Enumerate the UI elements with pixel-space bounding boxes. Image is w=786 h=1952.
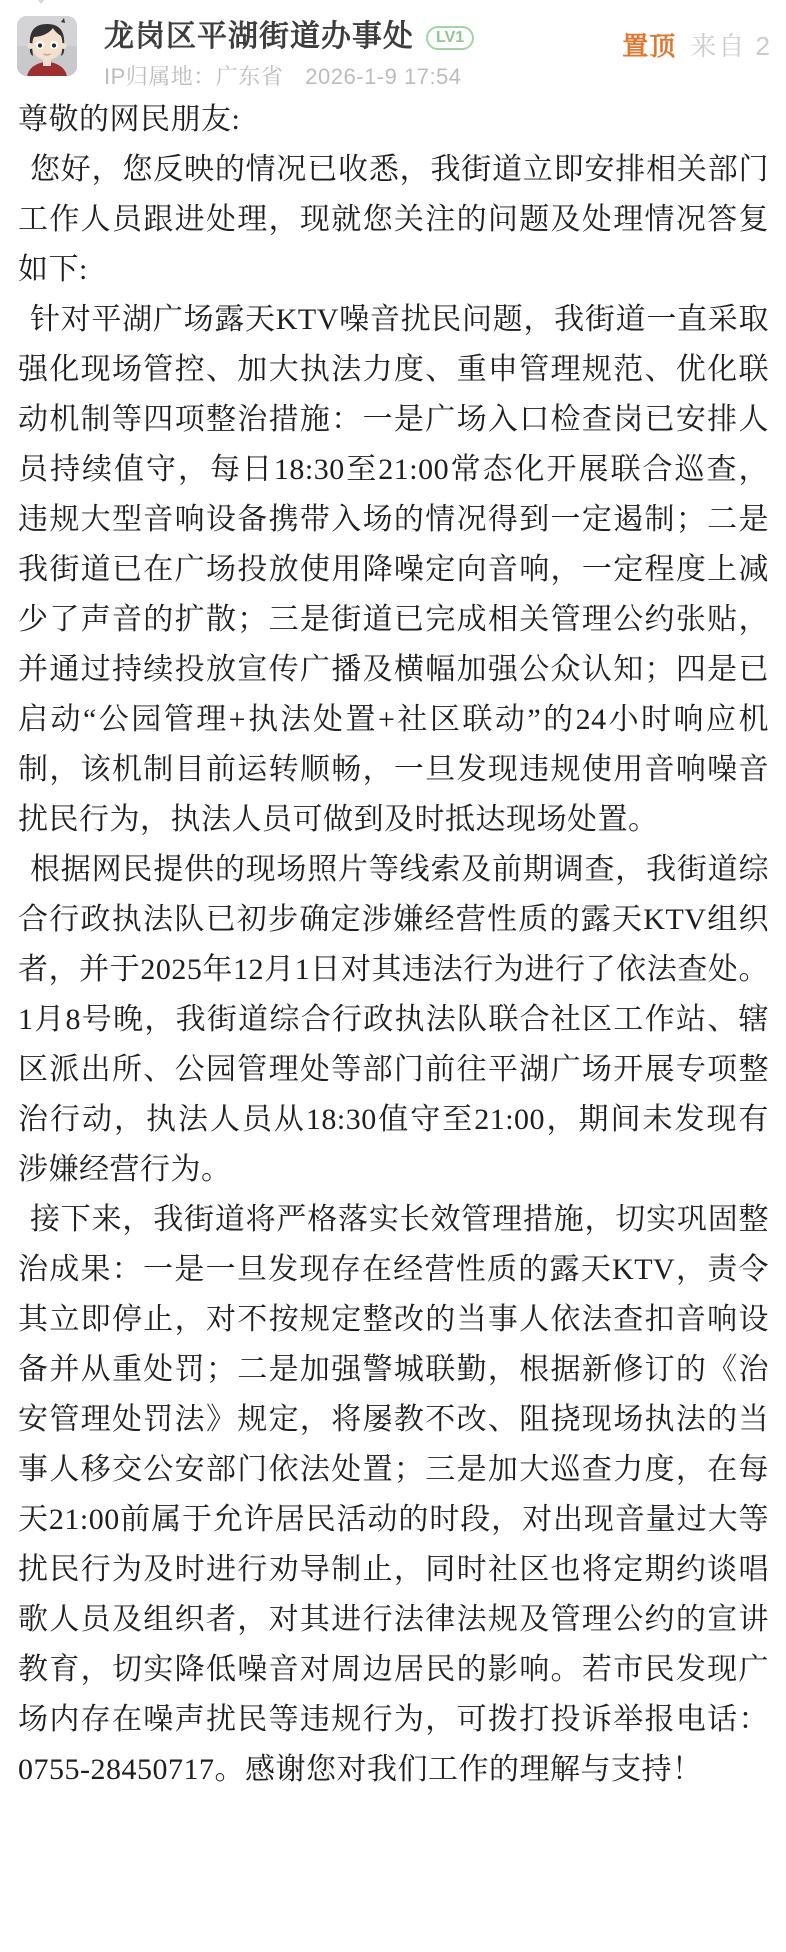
post-flags [622,26,772,63]
from-floor-label[interactable]: 来自 2 [690,31,772,61]
post-paragraph: 尊敬的网民朋友: [18,103,241,136]
post-paragraph: 接下来，我街道将严格落实长效管理措施，切实巩固整治成果：一是一旦发现存在经营性质的露天KTV，责令其立即停止，对不按规定整改的当事人依法查扣音响设备并从重处罚；二是加强警城联勤，根据新修订的《治安管理处罚法》规定，将屡教不改、阻挠现场执法的当事人移交公安部门依法处置；三是加大巡查力度，在每天21:00前属于允许居民活动的时段，对出现音量过大等扰民行为及时进行劝导制止，同时社区也将定期约谈唱歌人员及组织者，对其进行法律法规及管理公约的宣讲教育，切实降低噪音对周边居民的影响。若市民发现广场内存在噪声扰民等违规行为，可拨打投诉举报电话：0755-28450717。感谢您对我们工作的理解与支持！ [18,1203,769,1786]
avatar-image [17,16,77,76]
ip-location-label: IP归属地：广东省 [104,64,284,89]
post-content [0,95,786,1795]
level-badge: LV1 [426,26,474,50]
author-meta [104,60,606,91]
author-name-row [104,20,606,54]
post-paragraph: 您好，您反映的情况已收悉，我街道立即安排相关部门工作人员跟进处理，现就您关注的问题及处理情况答复如下: [18,153,769,286]
post-paragraph: 根据网民提供的现场照片等线索及前期调查，我街道综合行政执法队已初步确定涉嫌经营性质的露天KTV组织者，并于2025年12月1日对其违法行为进行了依法查处。1月8号晚，我街道综合行政执法队联合社区工作站、辖区派出所、公园管理处等部门前往平湖广场开展专项整治行动，执法人员从18:30值守至21:00，期间未发现有涉嫌经营行为。 [18,853,769,1186]
author-username[interactable]: 龙岗区平湖街道办事处 [104,20,414,53]
post-header [0,14,786,92]
post-paragraph: 针对平湖广场露天KTV噪音扰民问题，我街道一直采取强化现场管控、加大执法力度、重申管理规范、优化联动机制等四项整治措施：一是广场入口检查岗已安排人员持续值守，每日18:30至21:00常态化开展联合巡查，违规大型音响设备携带入场的情况得到一定遏制；二是我街道已在广场投放使用降噪定向音响，一定程度上减少了声音的扩散；三是街道已完成相关管理公约张贴，并通过持续投放宣传广播及横幅加强公众认知；四是已启动“公园管理+执法处置+社区联动”的24小时响应机制，该机制目前运转顺畅，一旦发现违规使用音响噪音扰民行为，执法人员可做到及时抵达现场处置。 [18,303,769,836]
post-timestamp: 2026-1-9 17:54 [305,64,462,89]
avatar[interactable] [17,16,77,76]
clipped-caret-icon [33,0,49,4]
author-info [104,20,606,91]
pinned-badge: 置顶 [622,31,677,61]
